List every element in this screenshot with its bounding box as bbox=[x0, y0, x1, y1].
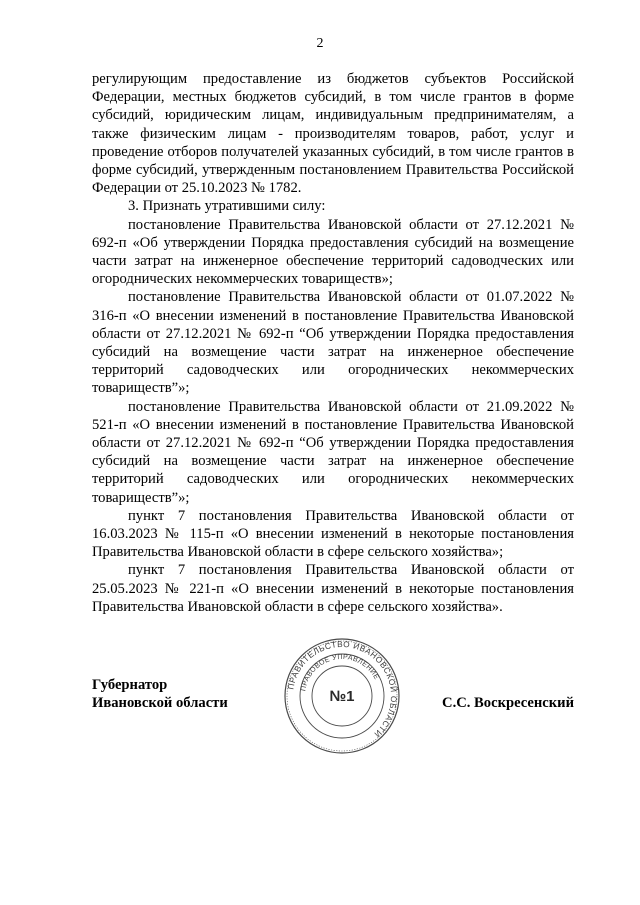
page-number: 2 bbox=[316, 36, 324, 51]
signatory-title-line2: Ивановской области bbox=[92, 695, 228, 712]
document-body bbox=[92, 70, 574, 616]
signatory-name: С.С. Воскресенский bbox=[442, 695, 574, 711]
signatory-title bbox=[92, 676, 228, 712]
signature-block bbox=[92, 639, 574, 796]
paragraph-repeal-2: постановление Правительства Ивановской области от 01.07.2022 № 316-п «О внесении изменений в постановление Правительства Ивановской области от 27.12.2021 № 692-п “Об утверждении Порядка предоставления субсидий на возмещение части затрат на инженерное обеспечение территорий садоводческих или огороднических некоммерческих товариществ”»; bbox=[92, 289, 574, 397]
seal-outer-text: ПРАВИТЕЛЬСТВО ИВАНОВСКОЙ ОБЛАСТИ bbox=[286, 639, 399, 739]
paragraph-item-3: 3. Признать утратившими силу: bbox=[128, 198, 326, 215]
paragraph-continuation: регулирующим предоставление из бюджетов субъектов Российской Федерации, местных бюджетов субсидий, в том числе грантов в форме субсидий, юридическим лицам, индивидуальным предпринимателям, а также физическим лицам - производителям товаров, работ, услуг и проведение отборов получателей указанных субсидий, в том числе грантов в форме субсидий, утвержденным постановлением Правительства Российской Федерации от 25.10.2023 № 1782. bbox=[92, 71, 574, 197]
paragraph-repeal-3: постановление Правительства Ивановской области от 21.09.2022 № 521-п «О внесении изменений в постановление Правительства Ивановской области от 27.12.2021 № 692-п “Об утверждении Порядка предоставления субсидий на возмещение части затрат на инженерное обеспечение территорий садоводческих или огороднических некоммерческих товариществ”»; bbox=[92, 398, 574, 506]
paragraph-repeal-4: пункт 7 постановления Правительства Ивановской области от 16.03.2023 № 115-п «О внесении изменений в некоторые постановления Правительства Ивановской области в сфере сельского хозяйства»; bbox=[92, 507, 574, 561]
seal-number: №1 bbox=[329, 688, 355, 705]
paragraph-repeal-1: постановление Правительства Ивановской области от 27.12.2021 № 692-п «Об утверждении Порядка предоставления субсидий на возмещение части затрат на инженерное обеспечение территорий садоводческих или огороднических некоммерческих товариществ»; bbox=[92, 216, 574, 288]
seal-inner-text: ПРАВОВОЕ УПРАВЛЕНИЕ bbox=[300, 653, 380, 692]
signatory-title-line1: Губернатор bbox=[92, 677, 168, 693]
official-seal bbox=[282, 636, 402, 756]
paragraph-repeal-5: пункт 7 постановления Правительства Ивановской области от 25.05.2023 № 221-п «О внесении изменений в некоторые постановления Правительства Ивановской области в сфере сельского хозяйства». bbox=[92, 562, 574, 615]
